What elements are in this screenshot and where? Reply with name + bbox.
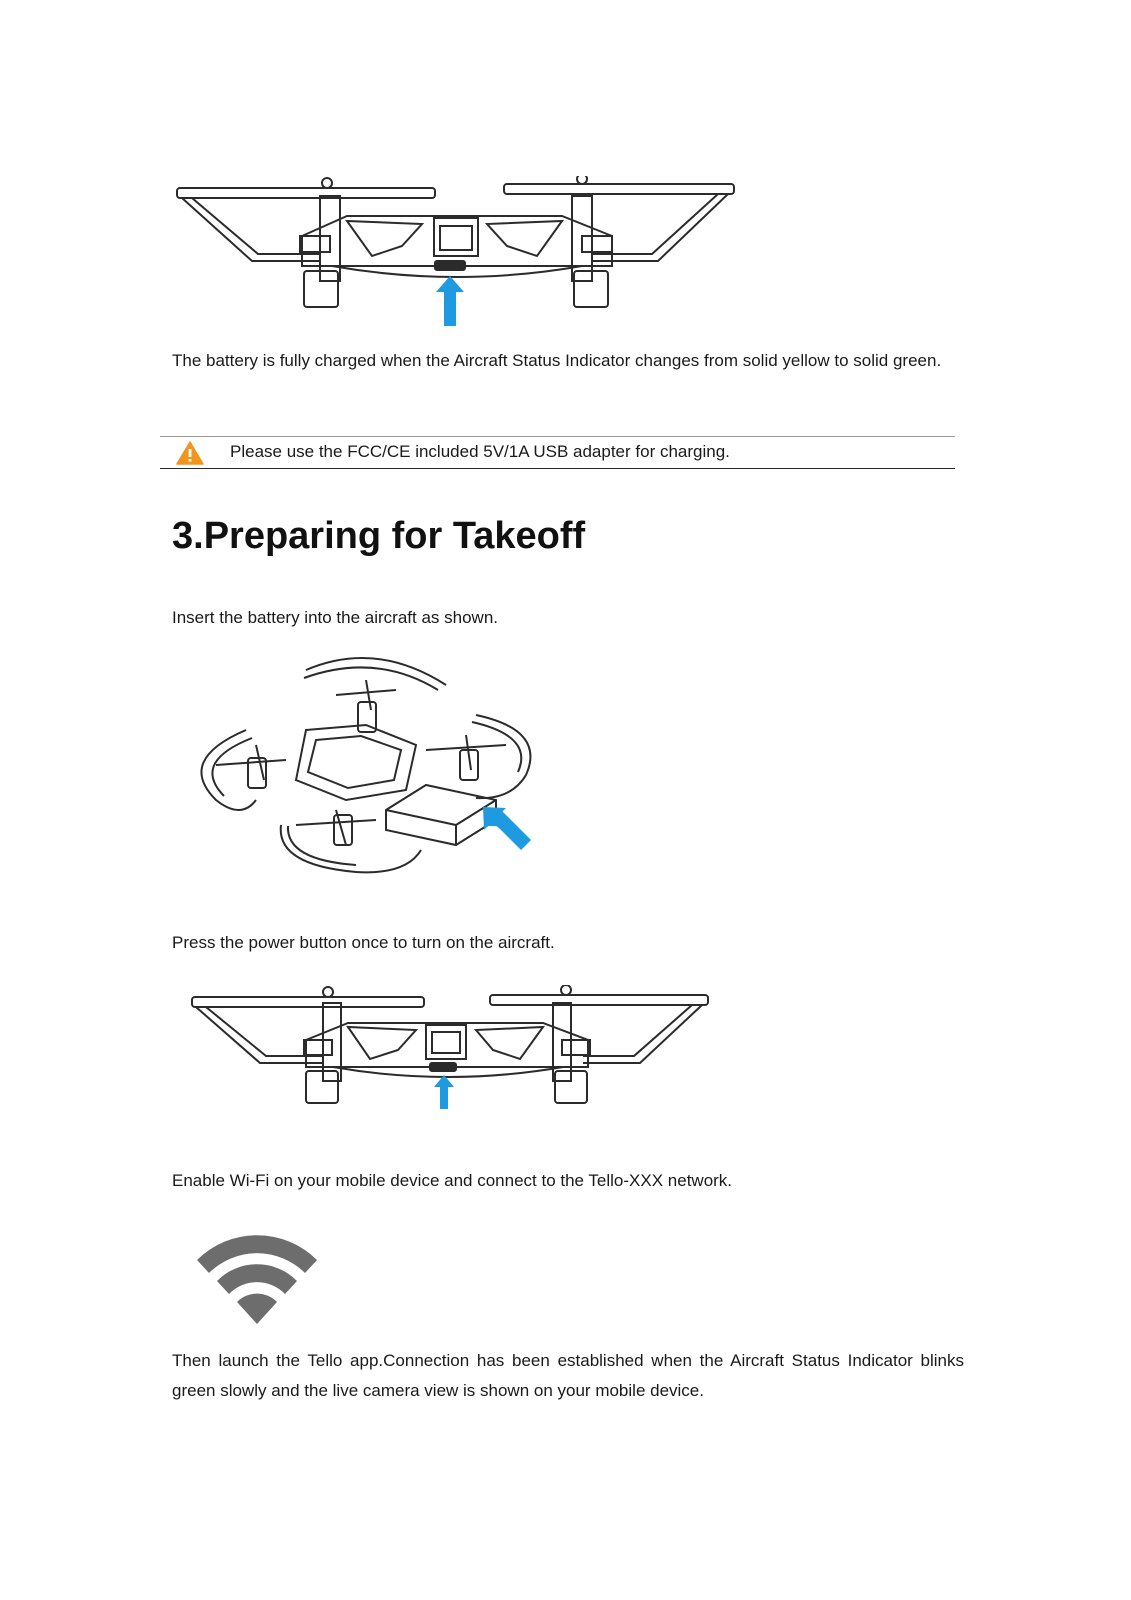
drone-front-view-charging-figure [172,176,752,331]
wifi-icon [192,1228,322,1328]
drone-battery-insert-figure [186,650,546,880]
section-heading: 3.Preparing for Takeoff [172,515,586,557]
drone-front-view-power-figure [188,985,718,1120]
wifi-paragraph: Enable Wi-Fi on your mobile device and connect to the Tello-XXX network. [172,1171,733,1190]
launch-app-paragraph: Then launch the Tello app.Connection has been established when the Aircraft Status Indicator blinks green slowly and the live camera view is shown on your mobile device. [172,1351,964,1400]
insert-battery-paragraph: Insert the battery into the aircraft as shown. [172,608,498,627]
battery-charged-paragraph: The battery is fully charged when the Aircraft Status Indicator changes from solid yellow to solid green. [172,351,942,370]
charging-note [160,436,955,469]
note-text: Please use the FCC/CE included 5V/1A USB adapter for charging. [230,442,730,461]
warning-icon [176,441,204,465]
power-on-paragraph: Press the power button once to turn on the aircraft. [172,933,555,952]
